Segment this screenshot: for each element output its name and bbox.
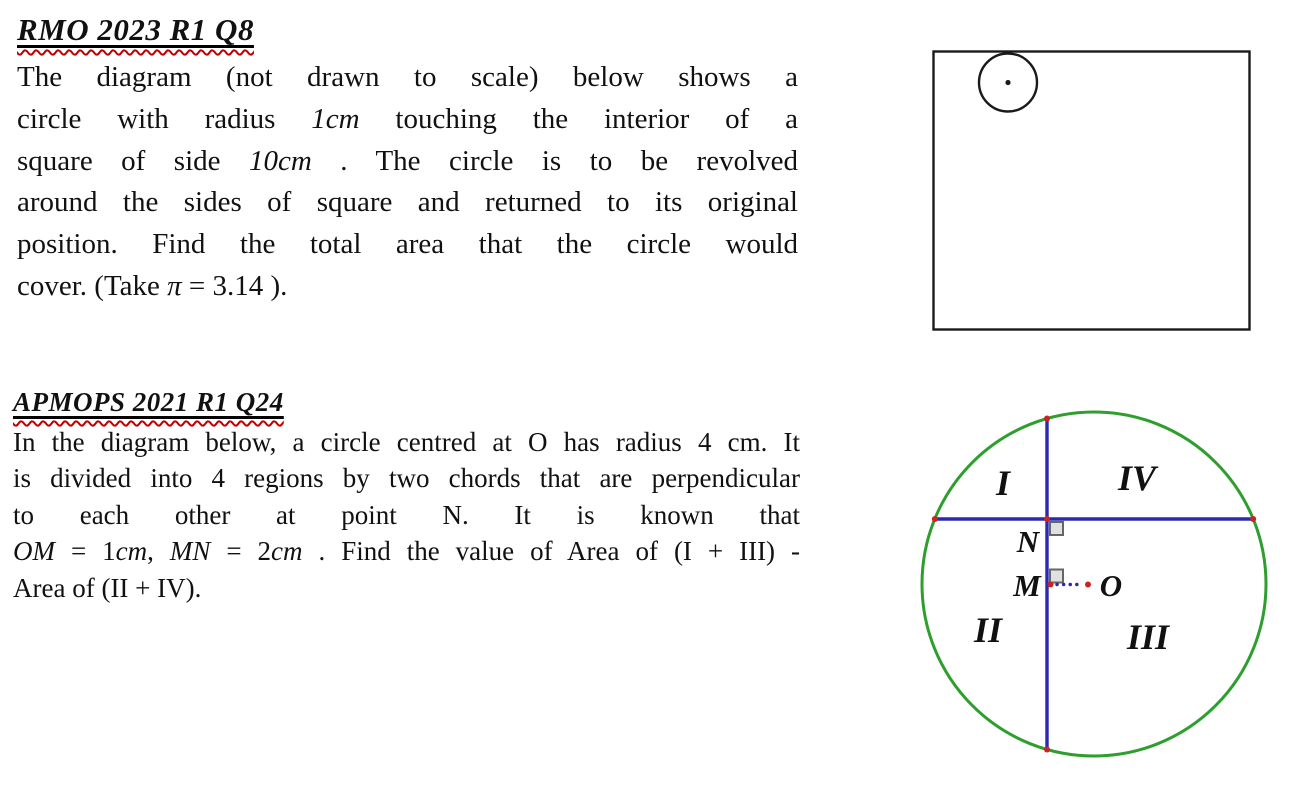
problem2-line: [13, 424, 800, 460]
text-segment: In the diagram below, a circle centred at O has radius 4 cm. It: [13, 427, 800, 457]
circle-diagram: [910, 400, 1282, 772]
text-segment: 1cm: [311, 102, 360, 135]
point-mark-O: [1085, 582, 1091, 588]
text-segment: around the sides of square and returned to its original: [17, 186, 798, 219]
problem2-title: [13, 387, 284, 418]
problem1-line: [17, 266, 798, 308]
text-segment: to each other at point N. It is known that: [13, 499, 800, 530]
problem1-body: [17, 57, 798, 308]
text-segment: . The circle is to be revolved: [311, 144, 798, 177]
text-segment: cover. (Take: [17, 269, 168, 302]
problem1-line: [17, 224, 798, 266]
text-segment: circle with radius: [17, 102, 312, 135]
text-segment: = 1: [55, 536, 116, 567]
problem2-line: [13, 497, 800, 533]
text-segment: cm: [271, 536, 303, 567]
text-segment: touching the interior of a: [359, 102, 798, 135]
problem1-line: [17, 182, 798, 224]
problem2-line: [13, 570, 800, 606]
right-angle-marker-N: [1050, 522, 1063, 535]
problem2-line: [13, 533, 800, 569]
problem2-title-text: APMOPS 2021 R1 Q24: [13, 387, 284, 417]
point-mark-N: [1044, 516, 1050, 522]
text-segment: . Find the value of Area of (I + III) -: [302, 536, 801, 567]
text-segment: Area of (II + IV).: [13, 572, 202, 603]
text-segment: The diagram (not drawn to scale) below shows a: [17, 61, 798, 93]
point-mark-chord-right: [1250, 516, 1256, 522]
text-segment: position. Find the total area that the circle would: [17, 228, 798, 261]
problem2-line: [13, 460, 800, 496]
text-segment: = 2: [210, 536, 272, 567]
square-diagram: [932, 50, 1251, 331]
right-angle-marker-M: [1050, 570, 1063, 583]
text-segment: ,: [147, 536, 170, 567]
text-segment: π: [167, 269, 182, 302]
point-mark-chord-left: [932, 516, 938, 522]
problem1-line: [17, 141, 798, 183]
point-mark-chord-bottom: [1044, 747, 1050, 753]
region-label-I: I: [995, 463, 1011, 503]
point-label-O: O: [1099, 568, 1123, 603]
problem1-title-text: RMO 2023 R1 Q8: [17, 12, 254, 47]
main-circle: [922, 412, 1266, 756]
region-label-IV: IV: [1117, 458, 1157, 498]
problem1-line: [17, 57, 798, 99]
text-segment: OM: [13, 536, 55, 567]
point-mark-M: [1048, 582, 1054, 588]
text-segment: square of side: [17, 144, 249, 177]
point-mark-chord-top: [1044, 416, 1050, 422]
problem1-title: [17, 12, 254, 48]
problem1-line: [17, 99, 798, 141]
region-label-III: III: [1126, 617, 1170, 657]
text-segment: 10cm: [248, 144, 312, 177]
text-segment: MN: [169, 536, 211, 567]
circle-center-dot: [1005, 80, 1010, 85]
text-segment: = 3.14 ).: [181, 269, 288, 302]
problem2-body: [13, 424, 800, 606]
text-segment: cm: [115, 536, 148, 567]
region-label-II: II: [973, 610, 1003, 650]
point-label-M: M: [1013, 568, 1041, 603]
point-label-N: N: [1016, 524, 1040, 559]
text-segment: is divided into 4 regions by two chords that are perpendicular: [13, 463, 800, 494]
